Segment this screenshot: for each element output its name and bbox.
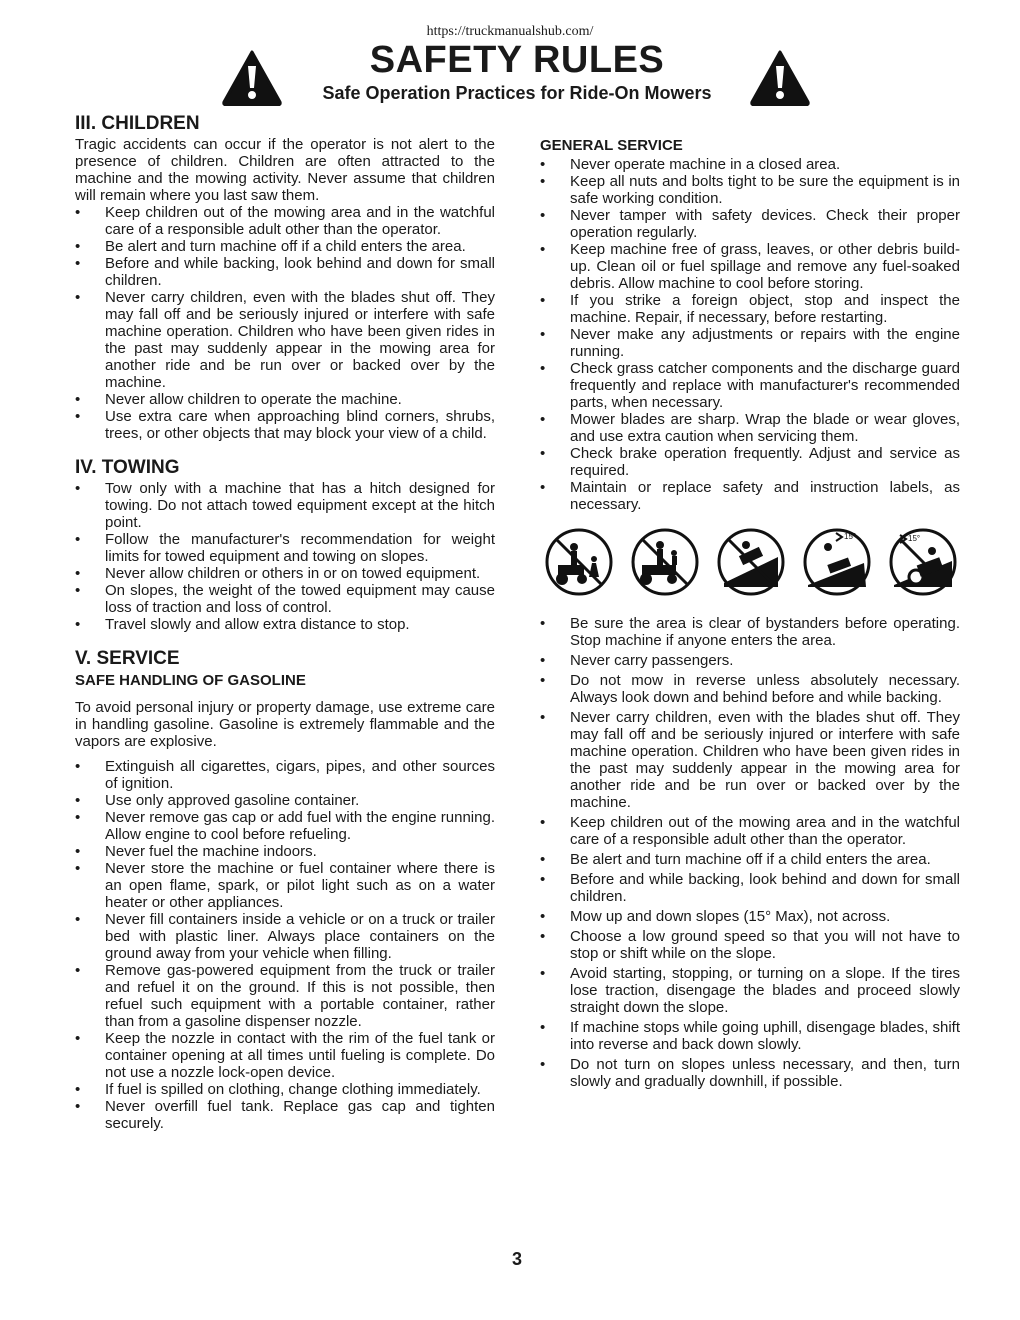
page-number: 3: [511, 1249, 522, 1269]
no-slope-across-icon: [888, 527, 958, 597]
left-column: [75, 112, 495, 1132]
towing-heading: IV. TOWING: [75, 457, 180, 478]
list-item: • Keep all nuts and bolts tight to be sure the equipment is in safe working condition.: [540, 173, 960, 207]
svg-text:15°: 15°: [908, 534, 921, 543]
list-item: • Keep children out of the mowing area and in the watchful care of a responsible adult other than the operator.: [75, 204, 495, 238]
list-item: • Keep children out of the mowing area and in the watchful care of a responsible adult other than the operator.: [540, 814, 960, 848]
list-item: • Never fuel the machine indoors.: [75, 843, 495, 860]
no-bystanders-icon: [544, 527, 614, 597]
list-item: • Keep machine free of grass, leaves, or other debris build-up. Clean oil or fuel spillage and remove any fuel-soaked debris. Allow machine to cool before storing.: [540, 241, 960, 292]
no-reverse-mowing-icon: [716, 527, 786, 597]
list-item: • Mow up and down slopes (15° Max), not across.: [540, 908, 960, 925]
service-heading: V. SERVICE: [75, 648, 180, 669]
list-item: • Extinguish all cigarettes, cigars, pipes, and other sources of ignition.: [75, 758, 495, 792]
list-item: • Choose a low ground speed so that you will not have to stop or shift while on the slope.: [540, 928, 960, 962]
general-service-list: [540, 156, 960, 513]
list-item: • Never carry children, even with the blades shut off. They may fall off and be seriously injured or interfere with safe machine operation. Children who have been given rides in the past may suddenly appear in the mowing area for another ride and be run over or backed over by the machine.: [540, 709, 960, 811]
page-subtitle: Safe Operation Practices for Ride-On Mowers: [322, 83, 712, 103]
list-item: • Never carry children, even with the blades shut off. They may fall off and be seriously injured or interfere with safe machine operation. Children who have been given rides in the past may suddenly appear in the mowing area for another ride and be run over or backed over by the machine.: [75, 289, 495, 391]
children-list: [75, 204, 495, 442]
list-item: • Never remove gas cap or add fuel with the engine running. Allow engine to cool before refueling.: [75, 809, 495, 843]
list-item: • If fuel is spilled on clothing, change clothing immediately.: [75, 1081, 495, 1098]
list-item: • Never overfill fuel tank. Replace gas cap and tighten securely.: [75, 1098, 495, 1132]
towing-list: [75, 480, 495, 633]
list-item: • Travel slowly and allow extra distance to stop.: [75, 616, 495, 633]
list-item: • Mower blades are sharp. Wrap the blade or wear gloves, and use extra caution when servicing them.: [540, 411, 960, 445]
list-item: • Never make any adjustments or repairs with the engine running.: [540, 326, 960, 360]
list-item: • Never operate machine in a closed area.: [540, 156, 960, 173]
list-item: • Never tamper with safety devices. Check their proper operation regularly.: [540, 207, 960, 241]
safety-pictograms: [544, 527, 960, 597]
general-service-heading: GENERAL SERVICE: [540, 137, 683, 154]
slope-up-down-icon: [802, 527, 872, 597]
gasoline-heading: SAFE HANDLING OF GASOLINE: [75, 672, 306, 689]
list-item: • Avoid starting, stopping, or turning on a slope. If the tires lose traction, disengage the blades and proceed slowly straight down the slope.: [540, 965, 960, 1016]
list-item: • Follow the manufacturer's recommendation for weight limits for towed equipment and towing on slopes.: [75, 531, 495, 565]
list-item: • Never allow children or others in or on towed equipment.: [75, 565, 495, 582]
svg-text:15°: 15°: [844, 532, 857, 541]
list-item: • If machine stops while going uphill, disengage blades, shift into reverse and back down slowly.: [540, 1019, 960, 1053]
children-heading: III. CHILDREN: [75, 113, 200, 134]
list-item: • If you strike a foreign object, stop and inspect the machine. Repair, if necessary, before restarting.: [540, 292, 960, 326]
list-item: • Do not turn on slopes unless necessary, and then, turn slowly and gradually downhill, if possible.: [540, 1056, 960, 1090]
list-item: • Never carry passengers.: [540, 652, 960, 669]
right-column: [540, 136, 960, 1093]
list-item: • Before and while backing, look behind and down for small children.: [540, 871, 960, 905]
list-item: • Never store the machine or fuel container where there is an open flame, spark, or pilot light such as on a water heater or other appliances.: [75, 860, 495, 911]
warning-icon: [750, 50, 810, 106]
gasoline-list: [75, 758, 495, 1132]
page-title: SAFETY RULES: [369, 39, 665, 81]
no-passengers-icon: [630, 527, 700, 597]
list-item: • Check brake operation frequently. Adjust and service as required.: [540, 445, 960, 479]
list-item: • Use only approved gasoline container.: [75, 792, 495, 809]
list-item: • Maintain or replace safety and instruction labels, as necessary.: [540, 479, 960, 513]
operation-list: [540, 615, 960, 1090]
list-item: • Remove gas-powered equipment from the truck or trailer and refuel it on the ground. If this is not possible, then refuel such equipment with a portable container, rather than from a gasoline dispenser nozzle.: [75, 962, 495, 1030]
list-item: • Never fill containers inside a vehicle or on a truck or trailer bed with plastic liner. Always place containers on the ground away from your vehicle when filling.: [75, 911, 495, 962]
list-item: • Before and while backing, look behind and down for small children.: [75, 255, 495, 289]
gasoline-intro: To avoid personal injury or property damage, use extreme care in handling gasoline. Gasoline is extremely flammable and the vapors are explosive.: [75, 699, 495, 750]
list-item: • Tow only with a machine that has a hitch designed for towing. Do not attach towed equipment except at the hitch point.: [75, 480, 495, 531]
list-item: • Be sure the area is clear of bystanders before operating. Stop machine if anyone enters the area.: [540, 615, 960, 649]
list-item: • Never allow children to operate the machine.: [75, 391, 495, 408]
list-item: • Check grass catcher components and the discharge guard frequently and replace with manufacturer's recommended parts, when necessary.: [540, 360, 960, 411]
list-item: • Use extra care when approaching blind corners, shrubs, trees, or other objects that may block your view of a child.: [75, 408, 495, 442]
list-item: • Keep the nozzle in contact with the rim of the fuel tank or container opening at all times until fueling is complete. Do not use a nozzle lock-open device.: [75, 1030, 495, 1081]
list-item: • Be alert and turn machine off if a child enters the area.: [75, 238, 495, 255]
children-intro: Tragic accidents can occur if the operator is not alert to the presence of children. Children are often attracted to the machine and the mowing activity. Never assume that children will remain where you last saw them.: [75, 136, 495, 204]
list-item: • Be alert and turn machine off if a child enters the area.: [540, 851, 960, 868]
list-item: • Do not mow in reverse unless absolutely necessary. Always look down and behind before and while backing.: [540, 672, 960, 706]
list-item: • On slopes, the weight of the towed equipment may cause loss of traction and loss of control.: [75, 582, 495, 616]
source-url: https://truckmanualshub.com/: [426, 24, 594, 39]
